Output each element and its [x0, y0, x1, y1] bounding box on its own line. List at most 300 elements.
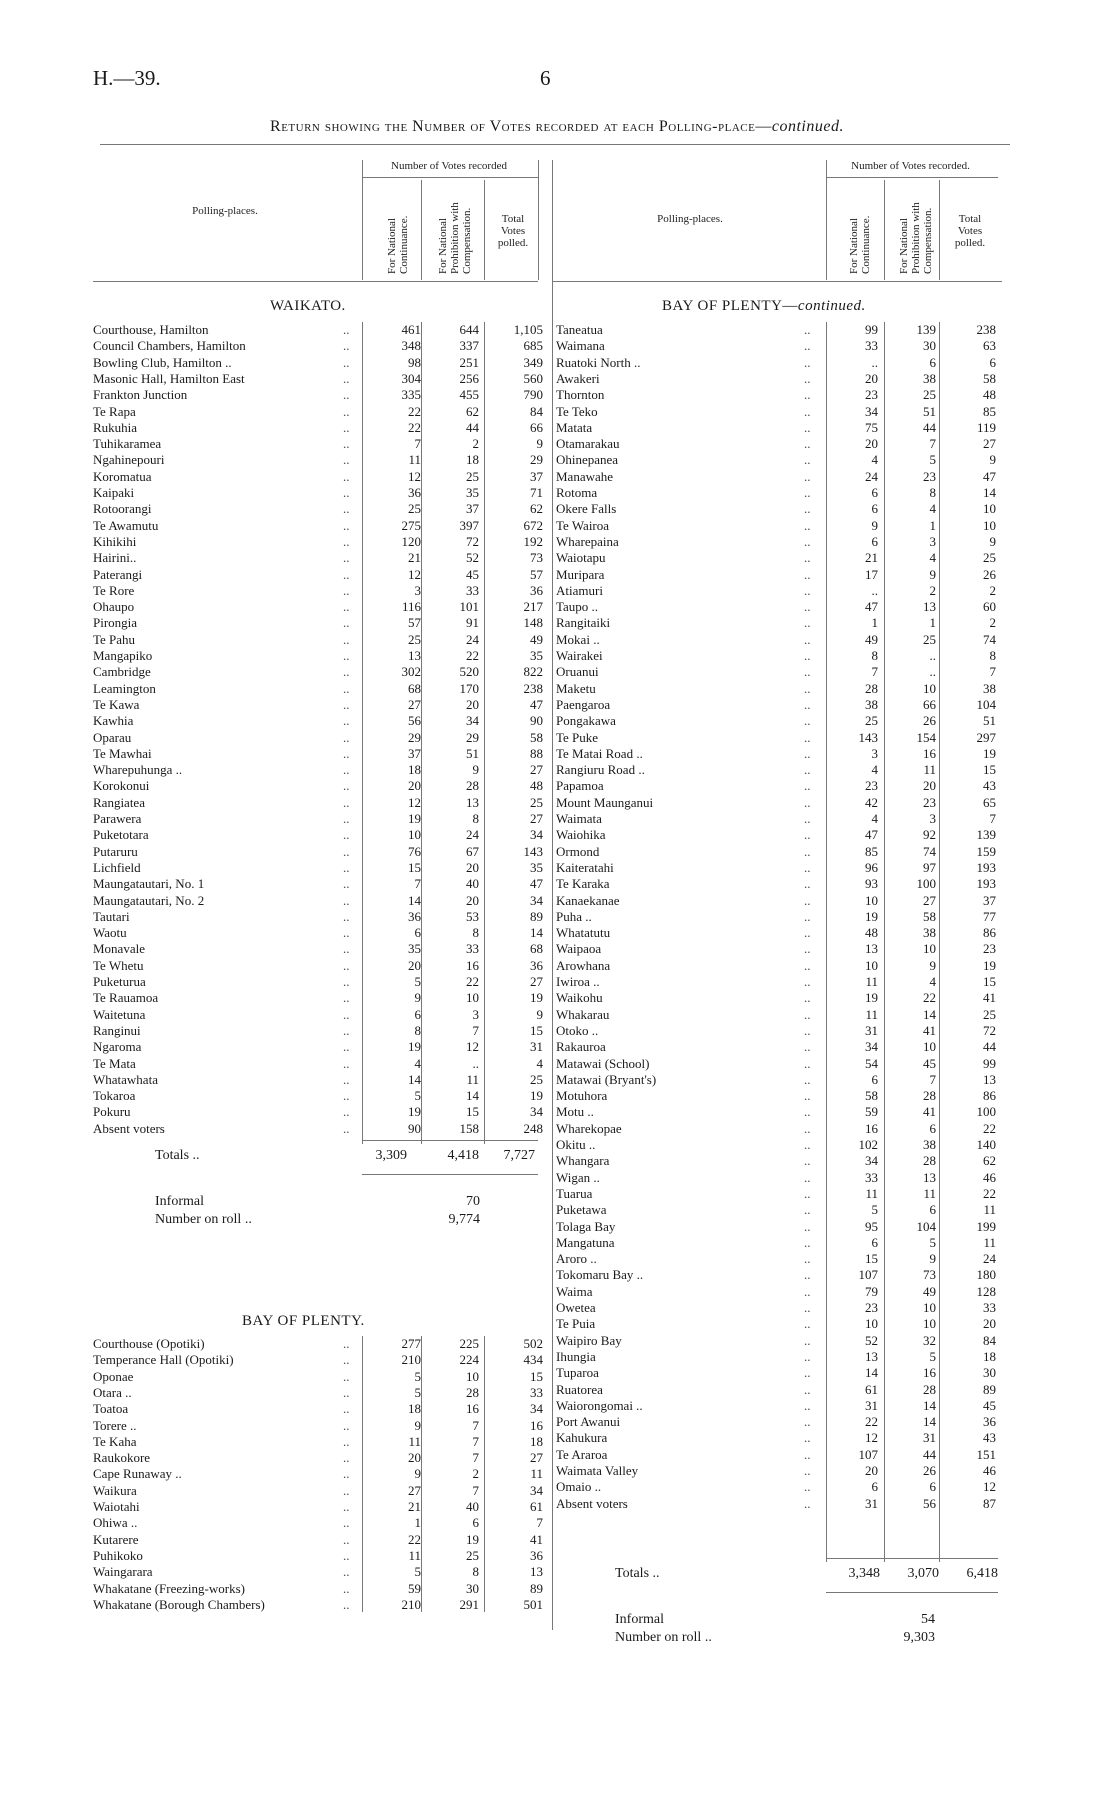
- total-prohibition: 3,070: [907, 1566, 939, 1581]
- polling-place-name: Puketawa: [556, 1202, 607, 1218]
- polling-place-name: Tuhikaramea: [93, 436, 162, 452]
- continuance-votes: 47: [865, 827, 878, 843]
- prohibition-votes: 251: [459, 354, 479, 370]
- leader-dots: ..: [343, 1368, 350, 1384]
- continuance-votes: 461: [401, 322, 421, 337]
- leader-dots: ..: [343, 1039, 350, 1055]
- prohibition-votes: 20: [923, 778, 936, 794]
- leader-dots: ..: [804, 338, 811, 354]
- table-row: [93, 1023, 543, 1039]
- table-row: [93, 860, 543, 876]
- prohibition-votes: 51: [923, 403, 936, 419]
- prohibition-votes: 3: [929, 533, 936, 549]
- prohibition-votes: 13: [923, 1169, 936, 1185]
- continuance-votes: 19: [865, 990, 878, 1006]
- polling-place-name: Te Pahu: [93, 631, 136, 647]
- polling-place-name: Kihikihi: [93, 533, 137, 549]
- continuance-votes: 18: [408, 1401, 421, 1417]
- polling-place-name: Oruanui: [556, 664, 599, 680]
- polling-place-name: Papamoa: [556, 778, 604, 794]
- polling-place-name: Mangapiko: [93, 648, 153, 663]
- total-votes: 34: [530, 827, 543, 843]
- bop-left-col-rule: [362, 1336, 363, 1612]
- prohibition-votes: 12: [466, 1039, 479, 1055]
- total-votes: 248: [523, 1120, 543, 1136]
- right-total-header: Total Votes polled.: [954, 213, 986, 249]
- total-votes: 19: [530, 1088, 543, 1104]
- leader-dots: ..: [343, 387, 350, 403]
- table-row: [93, 893, 543, 909]
- continuance-votes: 5: [414, 1384, 421, 1400]
- prohibition-votes: 5: [929, 1348, 936, 1364]
- continuance-votes: 13: [865, 941, 878, 957]
- continuance-votes: 14: [408, 1071, 421, 1087]
- prohibition-votes: 92: [923, 827, 936, 843]
- prohibition-votes: 44: [466, 419, 479, 435]
- prohibition-votes: 20: [466, 696, 479, 712]
- prohibition-votes: 170: [459, 680, 479, 696]
- left-header-divider: [484, 180, 485, 280]
- prohibition-votes: 644: [459, 322, 479, 337]
- prohibition-votes: 56: [923, 1495, 936, 1511]
- continuance-votes: 20: [408, 957, 421, 973]
- prohibition-votes: 35: [466, 485, 479, 500]
- continuance-votes: 11: [408, 1433, 421, 1449]
- polling-place-name: Temperance Hall (Opotiki): [93, 1352, 234, 1368]
- prohibition-votes: 5: [929, 1234, 936, 1250]
- prohibition-votes: 7: [472, 1022, 479, 1038]
- polling-place-name: Waiohika: [556, 827, 606, 843]
- continuance-votes: 57: [408, 615, 421, 631]
- total-votes: 22: [983, 1185, 996, 1201]
- total-votes: 19: [530, 990, 543, 1006]
- prohibition-votes: 25: [923, 631, 936, 647]
- table-row: [93, 664, 543, 680]
- leader-dots: ..: [343, 1088, 350, 1104]
- leader-dots: ..: [804, 387, 811, 403]
- continuance-votes: 56: [408, 713, 421, 729]
- table-row: [93, 697, 543, 713]
- bop-right-heading-cont: continued.: [797, 298, 866, 314]
- polling-place-name: Rotoma: [556, 485, 598, 500]
- continuance-votes: 75: [865, 419, 878, 435]
- prohibition-votes: 33: [466, 941, 479, 957]
- continuance-votes: 6: [414, 1006, 421, 1022]
- table-row: [93, 1007, 543, 1023]
- leader-dots: ..: [343, 990, 350, 1006]
- total-votes: 2: [989, 615, 996, 631]
- total-votes: 41: [530, 1531, 543, 1547]
- leader-dots: ..: [804, 680, 811, 696]
- polling-place-name: Te Puke: [556, 729, 599, 745]
- leader-dots: ..: [343, 533, 350, 549]
- leader-dots: ..: [343, 452, 350, 468]
- continuance-votes: 42: [865, 794, 878, 810]
- left-header-rule: [93, 281, 538, 282]
- prohibition-votes: 225: [459, 1336, 479, 1351]
- continuance-votes: 5: [414, 974, 421, 989]
- prohibition-votes: 16: [466, 1401, 479, 1417]
- table-row: [93, 1515, 543, 1531]
- leader-dots: ..: [804, 1088, 811, 1104]
- polling-place-name: Owetea: [556, 1300, 596, 1315]
- polling-place-name: Manawahe: [556, 468, 614, 484]
- polling-place-name: Rukuhia: [93, 419, 138, 435]
- waikato-totals-row: [155, 1148, 545, 1168]
- total-votes: 66: [530, 419, 543, 435]
- leader-dots: ..: [343, 322, 350, 337]
- leader-dots: ..: [804, 436, 811, 452]
- roll-label: Number on roll ..: [155, 1212, 252, 1227]
- total-votes: 27: [983, 436, 996, 452]
- continuance-votes: 22: [408, 403, 421, 419]
- bop-right-informal-value: 54: [921, 1612, 935, 1627]
- continuance-votes: 12: [408, 566, 421, 582]
- leader-dots: ..: [343, 485, 350, 500]
- prohibition-votes: 28: [923, 1088, 936, 1104]
- total-votes: 71: [530, 485, 543, 500]
- continuance-votes: 21: [408, 550, 421, 566]
- table-row: [93, 974, 543, 990]
- prohibition-votes: 27: [923, 892, 936, 908]
- polling-place-name: Oponae: [93, 1368, 134, 1384]
- total-votes: 77: [983, 908, 996, 924]
- table-row: [93, 1336, 543, 1352]
- continuance-votes: ..: [871, 354, 878, 370]
- prohibition-votes: 397: [459, 517, 479, 533]
- polling-place-name: Kanaekanae: [556, 892, 620, 908]
- polling-place-name: Parawera: [93, 811, 142, 826]
- prohibition-votes: 3: [929, 811, 936, 826]
- continuance-votes: 76: [408, 843, 421, 859]
- table-row: [93, 1581, 543, 1597]
- leader-dots: ..: [804, 615, 811, 631]
- total-votes: 560: [523, 370, 543, 386]
- prohibition-votes: 104: [916, 1218, 936, 1234]
- continuance-votes: 20: [865, 1463, 878, 1478]
- leader-dots: ..: [804, 1316, 811, 1332]
- total-votes: 35: [530, 859, 543, 875]
- prohibition-votes: 224: [459, 1352, 479, 1368]
- polling-place-name: Matata: [556, 419, 593, 435]
- leader-dots: ..: [804, 566, 811, 582]
- total-votes: 151: [976, 1446, 996, 1462]
- leader-dots: ..: [343, 762, 350, 778]
- continuance-votes: 52: [865, 1332, 878, 1348]
- prohibition-votes: 41: [923, 1022, 936, 1038]
- continuance-votes: 13: [865, 1348, 878, 1364]
- continuance-votes: 302: [401, 664, 421, 680]
- prohibition-votes: ..: [929, 648, 936, 663]
- table-row: [93, 1483, 543, 1499]
- total-votes: 822: [523, 664, 543, 680]
- leader-dots: ..: [343, 1352, 350, 1368]
- table-row: [93, 550, 543, 566]
- prohibition-votes: 23: [923, 468, 936, 484]
- continuance-votes: 85: [865, 843, 878, 859]
- leader-dots: ..: [804, 745, 811, 761]
- total-votes: 62: [983, 1153, 996, 1169]
- leader-dots: ..: [804, 1446, 811, 1462]
- table-row: [93, 567, 543, 583]
- bop-left-heading: BAY OF PLENTY.: [242, 1313, 365, 1329]
- leader-dots: ..: [804, 1185, 811, 1201]
- prohibition-votes: 10: [466, 1368, 479, 1384]
- polling-place-name: Te Rore: [93, 582, 135, 598]
- total-votes: 140: [976, 1137, 996, 1152]
- continuance-votes: 11: [865, 974, 878, 989]
- total-votes: 30: [983, 1365, 996, 1381]
- continuance-votes: 11: [408, 452, 421, 468]
- total-votes: 24: [983, 1251, 996, 1267]
- leader-dots: ..: [343, 370, 350, 386]
- table-row: [93, 1369, 543, 1385]
- leader-dots: ..: [804, 1332, 811, 1348]
- continuance-votes: 7: [871, 664, 878, 680]
- leader-dots: ..: [343, 1336, 350, 1351]
- leader-dots: ..: [804, 876, 811, 892]
- continuance-votes: 38: [865, 696, 878, 712]
- leader-dots: ..: [804, 664, 811, 680]
- table-row: [93, 795, 543, 811]
- leader-dots: ..: [804, 827, 811, 843]
- polling-place-name: Ngaroma: [93, 1039, 142, 1055]
- continuance-votes: 33: [865, 338, 878, 354]
- polling-place-name: Raukokore: [93, 1450, 151, 1466]
- continuance-votes: 34: [865, 1153, 878, 1169]
- title-main: Return showing the Number of Votes recorded at each Polling-place—: [270, 118, 772, 135]
- prohibition-votes: 10: [923, 680, 936, 696]
- prohibition-votes: 28: [466, 778, 479, 794]
- continuance-votes: 59: [865, 1104, 878, 1120]
- leader-dots: ..: [804, 1348, 811, 1364]
- prohibition-votes: 13: [466, 794, 479, 810]
- continuance-votes: 36: [408, 908, 421, 924]
- total-votes: 86: [983, 925, 996, 941]
- continuance-votes: 1: [414, 1515, 421, 1531]
- total-votes: 7: [989, 664, 996, 680]
- polling-place-name: Te Whetu: [93, 957, 144, 973]
- polling-place-name: Kaiteratahi: [556, 859, 614, 875]
- polling-place-name: Ngahinepouri: [93, 452, 165, 468]
- totals-label: Totals ..: [155, 1148, 200, 1163]
- continuance-votes: 107: [858, 1446, 878, 1462]
- leader-dots: ..: [804, 1283, 811, 1299]
- polling-place-name: Maungatautari, No. 2: [93, 892, 205, 908]
- total-votes: 49: [530, 631, 543, 647]
- continuance-votes: 99: [865, 322, 878, 337]
- bop-right-informal-row: [615, 1612, 664, 1628]
- leader-dots: ..: [804, 794, 811, 810]
- continuance-votes: 10: [865, 957, 878, 973]
- leader-dots: ..: [343, 1401, 350, 1417]
- bop-right-totals-rule: [826, 1558, 998, 1559]
- polling-place-name: Whakatane (Borough Chambers): [93, 1596, 265, 1612]
- total-votes: 9: [989, 533, 996, 549]
- polling-place-name: Wigan ..: [556, 1169, 600, 1185]
- prohibition-votes: 6: [472, 1515, 479, 1531]
- polling-place-name: Rakauroa: [556, 1039, 606, 1055]
- prohibition-votes: 44: [923, 1446, 936, 1462]
- polling-place-name: Courthouse, Hamilton: [93, 322, 209, 337]
- table-row: [93, 404, 543, 420]
- continuance-votes: 14: [865, 1365, 878, 1381]
- leader-dots: ..: [804, 1006, 811, 1022]
- continuance-votes: 61: [865, 1381, 878, 1397]
- prohibition-votes: 38: [923, 925, 936, 941]
- column-divider: [552, 160, 553, 1630]
- continuance-votes: 20: [865, 370, 878, 386]
- table-row: [93, 1088, 543, 1104]
- table-row: [93, 371, 543, 387]
- bop-right-col-rule: [826, 322, 827, 1562]
- continuance-votes: 31: [865, 1397, 878, 1413]
- total-votes: 37: [983, 892, 996, 908]
- table-row: [93, 1104, 543, 1120]
- table-row: [93, 1466, 543, 1482]
- total-votes: 36: [530, 957, 543, 973]
- continuance-votes: 22: [865, 1414, 878, 1430]
- leader-dots: ..: [804, 1381, 811, 1397]
- left-group-rule: [362, 177, 538, 178]
- waikato-col-rule: [421, 322, 422, 1144]
- table-row: [93, 1434, 543, 1450]
- polling-place-name: Ohaupo: [93, 599, 135, 615]
- total-votes: 88: [530, 745, 543, 761]
- prohibition-votes: 26: [923, 1463, 936, 1478]
- continuance-votes: 34: [865, 1039, 878, 1055]
- leader-dots: ..: [804, 1218, 811, 1234]
- polling-place-name: Port Awanui: [556, 1414, 621, 1430]
- prohibition-votes: 16: [923, 1365, 936, 1381]
- total-votes: 84: [983, 1332, 996, 1348]
- polling-place-name: Masonic Hall, Hamilton East: [93, 370, 245, 386]
- polling-place-name: Frankton Junction: [93, 387, 188, 403]
- leader-dots: ..: [343, 1515, 350, 1531]
- total-votes: 502: [523, 1336, 543, 1351]
- continuance-votes: 23: [865, 387, 878, 403]
- waikato-informal-row: [155, 1194, 204, 1210]
- leader-dots: ..: [804, 925, 811, 941]
- polling-place-name: Rangiuru Road ..: [556, 762, 645, 778]
- prohibition-votes: 14: [923, 1414, 936, 1430]
- continuance-votes: 335: [401, 387, 421, 403]
- polling-place-name: Awakeri: [556, 370, 600, 386]
- table-row: [93, 762, 543, 778]
- table-row: [93, 1499, 543, 1515]
- leader-dots: ..: [804, 1300, 811, 1315]
- prohibition-votes: 30: [466, 1580, 479, 1596]
- waikato-totals-rule: [362, 1140, 538, 1141]
- right-places-header: Polling-places.: [657, 213, 723, 225]
- leader-dots: ..: [804, 1365, 811, 1381]
- polling-place-name: Koromatua: [93, 468, 152, 484]
- polling-place-name: Kawhia: [93, 713, 134, 729]
- prohibition-votes: 52: [466, 550, 479, 566]
- continuance-votes: 95: [865, 1218, 878, 1234]
- prohibition-votes: 3: [472, 1006, 479, 1022]
- polling-place-name: Wharekopae: [556, 1120, 622, 1136]
- polling-place-name: Absent voters: [93, 1120, 165, 1136]
- total-votes: 47: [983, 468, 996, 484]
- polling-place-name: Korokonui: [93, 778, 150, 794]
- prohibition-votes: 91: [466, 615, 479, 631]
- table-row: [93, 1564, 543, 1580]
- leader-dots: ..: [804, 599, 811, 615]
- prohibition-votes: 22: [466, 648, 479, 663]
- leader-dots: ..: [343, 1596, 350, 1612]
- continuance-votes: 102: [858, 1137, 878, 1152]
- waikato-totals-rule: [362, 1174, 538, 1175]
- leader-dots: ..: [804, 892, 811, 908]
- table-row: [93, 518, 543, 534]
- prohibition-votes: 72: [466, 533, 479, 549]
- table-row: [93, 778, 543, 794]
- polling-place-name: Lichfield: [93, 859, 141, 875]
- total-votes: 58: [983, 370, 996, 386]
- total-votes: 27: [530, 974, 543, 989]
- table-row: [93, 322, 543, 338]
- leader-dots: ..: [804, 696, 811, 712]
- total-votes: 15: [983, 974, 996, 989]
- prohibition-votes: 28: [923, 1153, 936, 1169]
- prohibition-votes: 32: [923, 1332, 936, 1348]
- polling-place-name: Courthouse (Opotiki): [93, 1336, 205, 1351]
- total-votes: 48: [530, 778, 543, 794]
- total-votes: 60: [983, 599, 996, 615]
- prohibition-votes: 5: [929, 452, 936, 468]
- right-header-rule: [552, 281, 1002, 282]
- leader-dots: ..: [804, 1202, 811, 1218]
- polling-place-name: Motu ..: [556, 1104, 594, 1120]
- continuance-votes: 9: [414, 1417, 421, 1433]
- prohibition-votes: 7: [472, 1482, 479, 1498]
- polling-place-name: Te Rauamoa: [93, 990, 159, 1006]
- total-votes: 85: [983, 403, 996, 419]
- informal-label: Informal: [155, 1194, 204, 1209]
- leader-dots: ..: [343, 794, 350, 810]
- right-header-divider: [939, 180, 940, 280]
- polling-place-name: Muripara: [556, 566, 605, 582]
- leader-dots: ..: [804, 859, 811, 875]
- prohibition-votes: 22: [466, 974, 479, 989]
- total-votes: 8: [989, 648, 996, 663]
- polling-place-name: Te Awamutu: [93, 517, 159, 533]
- prohibition-votes: 6: [929, 1202, 936, 1218]
- polling-place-name: Putaruru: [93, 843, 138, 859]
- polling-place-name: Rangiatea: [93, 794, 145, 810]
- prohibition-votes: 14: [466, 1088, 479, 1104]
- prohibition-votes: 8: [472, 925, 479, 941]
- leader-dots: ..: [804, 1169, 811, 1185]
- total-votes: 159: [976, 843, 996, 859]
- prohibition-votes: 14: [923, 1006, 936, 1022]
- bop-right-heading-text: BAY OF PLENTY—: [662, 298, 798, 314]
- polling-place-name: Rotoorangi: [93, 501, 152, 517]
- continuance-votes: 5: [414, 1564, 421, 1580]
- leader-dots: ..: [343, 1531, 350, 1547]
- table-row: [93, 941, 543, 957]
- continuance-votes: 6: [871, 533, 878, 549]
- table-row: [93, 338, 543, 354]
- table-row: [93, 990, 543, 1006]
- prohibition-votes: 26: [923, 713, 936, 729]
- polling-place-name: Puketotara: [93, 827, 149, 843]
- polling-place-name: Omaio ..: [556, 1479, 602, 1495]
- leader-dots: ..: [343, 1055, 350, 1071]
- table-row: [93, 746, 543, 762]
- continuance-votes: 96: [865, 859, 878, 875]
